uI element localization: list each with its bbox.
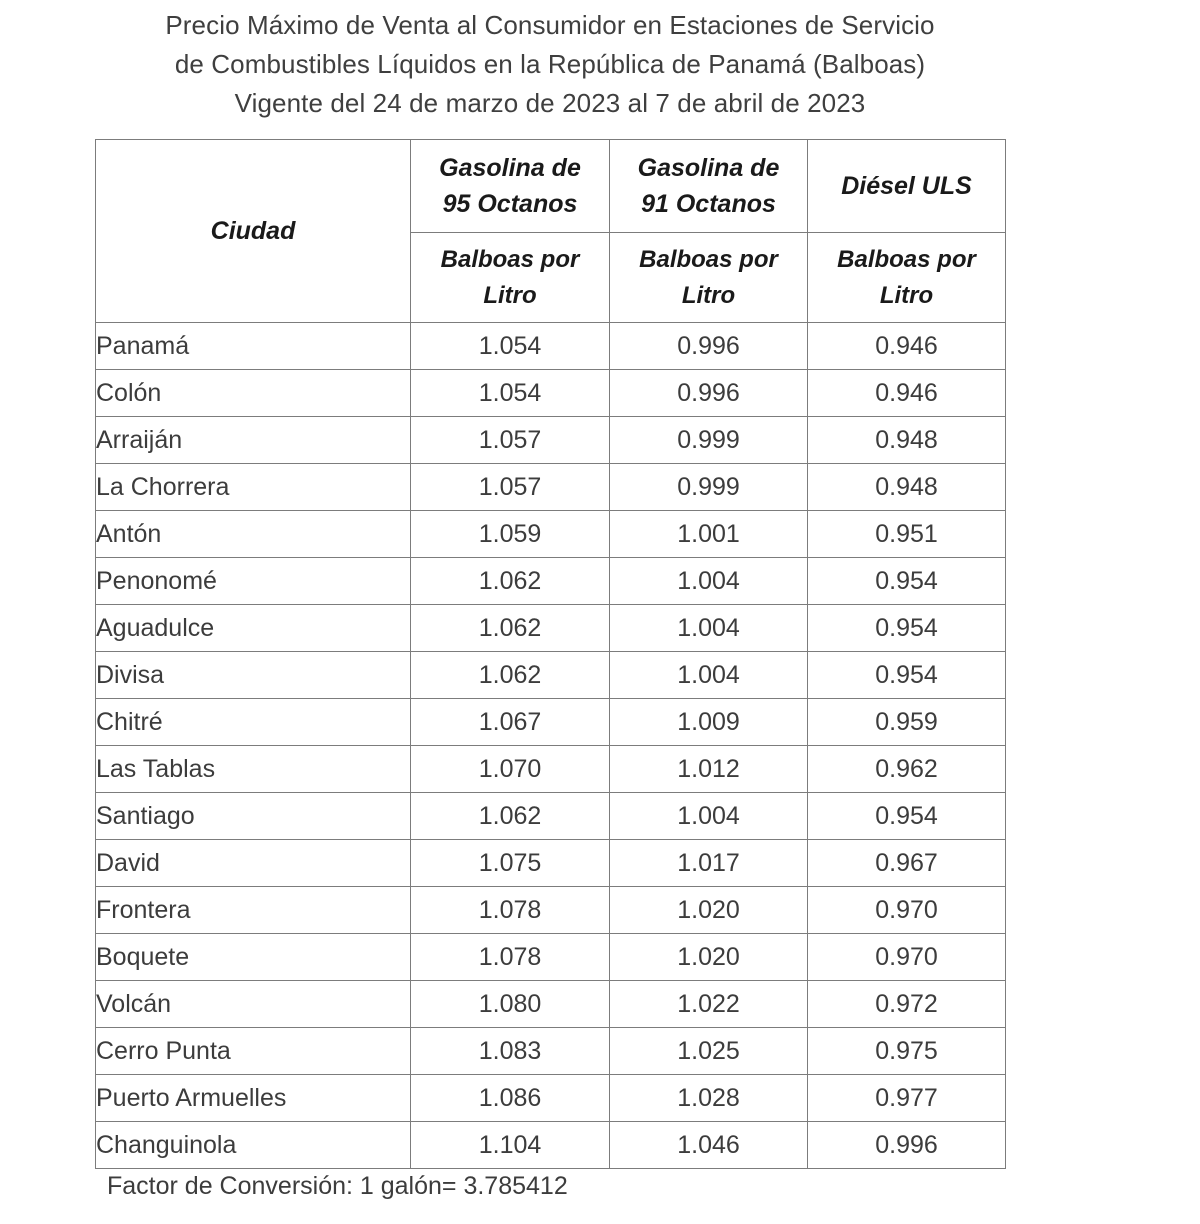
cell-city: La Chorrera	[96, 464, 411, 511]
cell-gasolina-91: 0.999	[610, 464, 808, 511]
table-row	[96, 793, 1006, 840]
table-row	[96, 605, 1006, 652]
cell-city: Cerro Punta	[96, 1028, 411, 1075]
title-line-3: Vigente del 24 de marzo de 2023 al 7 de abril de 2023	[234, 88, 866, 118]
table-row	[96, 746, 1006, 793]
unit-header-gasolina-95-line2: Litro	[483, 281, 537, 309]
cell-diesel-uls: 0.962	[808, 746, 1006, 793]
column-header-gasolina-91-line1: Gasolina de	[637, 154, 780, 182]
cell-diesel-uls: 0.967	[808, 840, 1006, 887]
cell-city: Divisa	[96, 652, 411, 699]
cell-gasolina-95: 1.083	[411, 1028, 610, 1075]
cell-diesel-uls: 0.954	[808, 652, 1006, 699]
cell-gasolina-91: 0.996	[610, 323, 808, 370]
table-row	[96, 840, 1006, 887]
cell-gasolina-91: 1.004	[610, 793, 808, 840]
column-header-diesel-uls	[808, 140, 1006, 233]
cell-gasolina-95: 1.075	[411, 840, 610, 887]
cell-gasolina-91: 1.009	[610, 699, 808, 746]
cell-diesel-uls: 0.948	[808, 464, 1006, 511]
cell-gasolina-91: 1.001	[610, 511, 808, 558]
cell-diesel-uls: 0.948	[808, 417, 1006, 464]
table-row	[96, 464, 1006, 511]
cell-city: Las Tablas	[96, 746, 411, 793]
cell-gasolina-95: 1.080	[411, 981, 610, 1028]
unit-header-gasolina-95	[411, 233, 610, 323]
cell-diesel-uls: 0.951	[808, 511, 1006, 558]
cell-gasolina-95: 1.062	[411, 652, 610, 699]
cell-gasolina-95: 1.054	[411, 370, 610, 417]
cell-gasolina-95: 1.062	[411, 605, 610, 652]
title-line-2: de Combustibles Líquidos en la República de Panamá (Balboas)	[174, 49, 926, 79]
cell-gasolina-91: 0.999	[610, 417, 808, 464]
cell-city: Chitré	[96, 699, 411, 746]
cell-diesel-uls: 0.959	[808, 699, 1006, 746]
cell-city: Volcán	[96, 981, 411, 1028]
title-line-1: Precio Máximo de Venta al Consumidor en Estaciones de Servicio	[165, 10, 935, 40]
document-title	[0, 6, 1100, 123]
cell-city: Puerto Armuelles	[96, 1075, 411, 1122]
table-body	[96, 323, 1006, 1169]
cell-gasolina-91: 1.020	[610, 934, 808, 981]
header-row-main	[96, 140, 1006, 233]
table-row	[96, 699, 1006, 746]
cell-city: Arraiján	[96, 417, 411, 464]
cell-diesel-uls: 0.972	[808, 981, 1006, 1028]
unit-header-gasolina-91-line1: Balboas por	[639, 245, 778, 273]
table-row	[96, 511, 1006, 558]
cell-gasolina-91: 0.996	[610, 370, 808, 417]
cell-gasolina-91: 1.046	[610, 1122, 808, 1169]
column-header-city-label: Ciudad	[210, 217, 296, 245]
cell-city: David	[96, 840, 411, 887]
column-header-gasolina-91	[610, 140, 808, 233]
cell-diesel-uls: 0.946	[808, 370, 1006, 417]
column-header-gasolina-95-line1: Gasolina de	[439, 154, 581, 182]
unit-header-gasolina-95-line1: Balboas por	[440, 245, 580, 273]
table-row	[96, 1075, 1006, 1122]
cell-city: Changuinola	[96, 1122, 411, 1169]
cell-gasolina-91: 1.017	[610, 840, 808, 887]
fuel-price-table	[95, 139, 1006, 1169]
cell-gasolina-91: 1.028	[610, 1075, 808, 1122]
cell-gasolina-95: 1.078	[411, 887, 610, 934]
cell-diesel-uls: 0.946	[808, 323, 1006, 370]
cell-diesel-uls: 0.954	[808, 558, 1006, 605]
cell-gasolina-91: 1.004	[610, 558, 808, 605]
cell-diesel-uls: 0.977	[808, 1075, 1006, 1122]
table-row	[96, 934, 1006, 981]
cell-city: Aguadulce	[96, 605, 411, 652]
cell-gasolina-91: 1.004	[610, 652, 808, 699]
cell-gasolina-95: 1.067	[411, 699, 610, 746]
column-header-gasolina-95-line2: 95 Octanos	[442, 190, 578, 218]
unit-header-gasolina-91	[610, 233, 808, 323]
table-row	[96, 652, 1006, 699]
table-row	[96, 887, 1006, 934]
cell-city: Antón	[96, 511, 411, 558]
cell-gasolina-95: 1.057	[411, 417, 610, 464]
column-header-city	[96, 140, 411, 323]
cell-city: Penonomé	[96, 558, 411, 605]
table-header	[96, 140, 1006, 323]
table-row	[96, 370, 1006, 417]
table-row	[96, 558, 1006, 605]
cell-city: Colón	[96, 370, 411, 417]
column-header-gasolina-95	[411, 140, 610, 233]
cell-city: Panamá	[96, 323, 411, 370]
cell-gasolina-95: 1.054	[411, 323, 610, 370]
cell-gasolina-91: 1.025	[610, 1028, 808, 1075]
table-row	[96, 981, 1006, 1028]
cell-gasolina-95: 1.104	[411, 1122, 610, 1169]
cell-gasolina-95: 1.059	[411, 511, 610, 558]
table-row	[96, 1122, 1006, 1169]
cell-gasolina-95: 1.062	[411, 793, 610, 840]
unit-header-diesel-uls-line2: Litro	[879, 281, 934, 309]
table-row	[96, 1028, 1006, 1075]
cell-gasolina-95: 1.070	[411, 746, 610, 793]
cell-gasolina-91: 1.012	[610, 746, 808, 793]
cell-gasolina-95: 1.057	[411, 464, 610, 511]
unit-header-diesel-uls-line1: Balboas por	[837, 245, 976, 273]
unit-header-diesel-uls	[808, 233, 1006, 323]
cell-gasolina-91: 1.022	[610, 981, 808, 1028]
cell-city: Santiago	[96, 793, 411, 840]
unit-header-gasolina-91-line2: Litro	[681, 281, 736, 309]
cell-gasolina-91: 1.004	[610, 605, 808, 652]
column-header-diesel-uls-label: Diésel ULS	[841, 172, 972, 200]
cell-diesel-uls: 0.996	[808, 1122, 1006, 1169]
cell-city: Boquete	[96, 934, 411, 981]
cell-gasolina-95: 1.086	[411, 1075, 610, 1122]
table-row	[96, 323, 1006, 370]
cell-diesel-uls: 0.954	[808, 793, 1006, 840]
cell-diesel-uls: 0.954	[808, 605, 1006, 652]
cell-gasolina-95: 1.062	[411, 558, 610, 605]
conversion-factor-note: Factor de Conversión: 1 galón= 3.785412	[107, 1172, 568, 1200]
price-table-container	[95, 139, 1005, 1169]
cell-diesel-uls: 0.970	[808, 934, 1006, 981]
column-header-gasolina-91-line2: 91 Octanos	[641, 190, 776, 218]
cell-gasolina-95: 1.078	[411, 934, 610, 981]
cell-gasolina-91: 1.020	[610, 887, 808, 934]
table-row	[96, 417, 1006, 464]
cell-diesel-uls: 0.975	[808, 1028, 1006, 1075]
cell-city: Frontera	[96, 887, 411, 934]
cell-diesel-uls: 0.970	[808, 887, 1006, 934]
